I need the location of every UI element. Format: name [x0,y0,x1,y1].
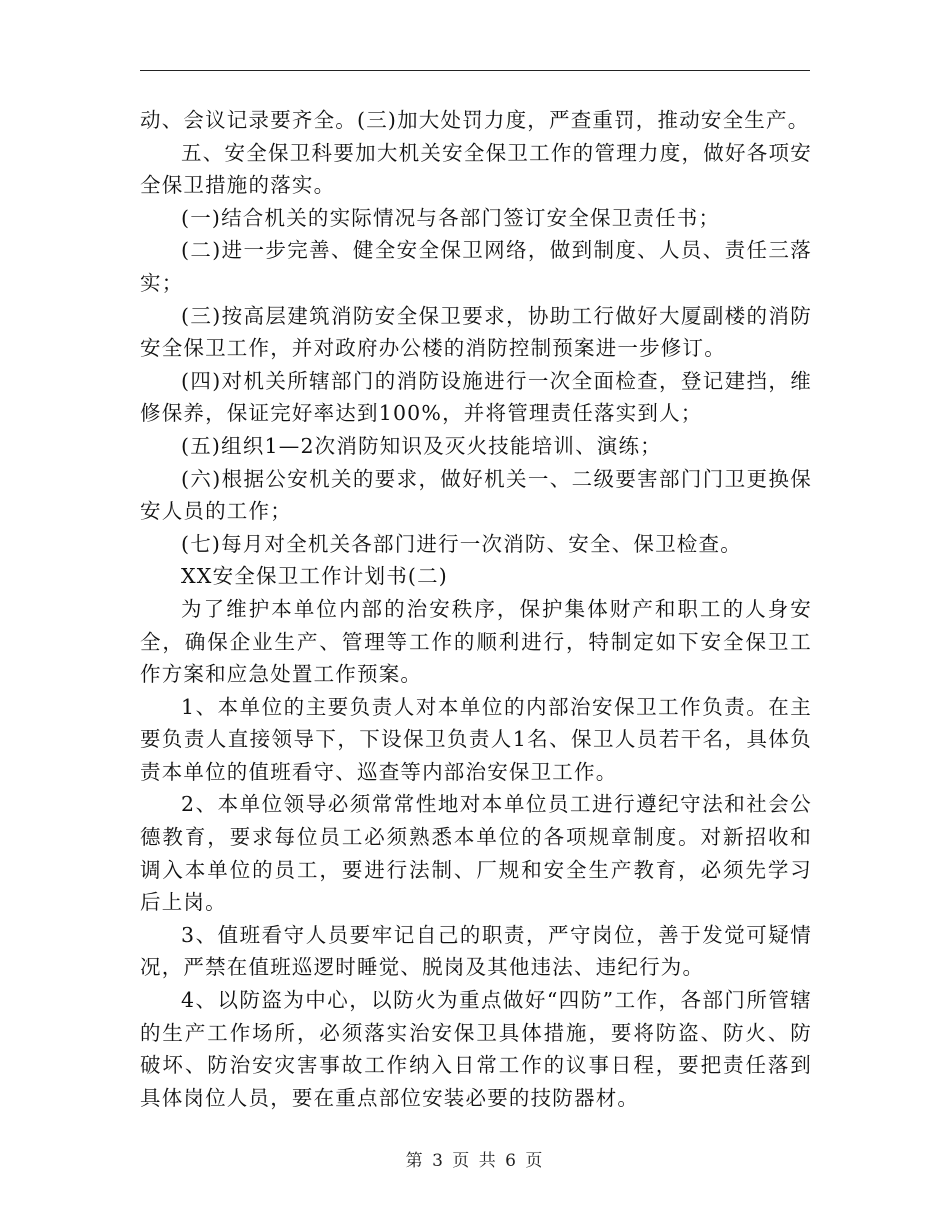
list-item: (四)对机关所辖部门的消防设施进行一次全面检查，登记建挡，维修保养，保证完好率达到100%，并将管理责任落实到人； [140,368,812,426]
list-item: (三)按高层建筑消防安全保卫要求，协助工行做好大厦副楼的消防安全保卫工作，并对政府办公楼的消防控制预案进一步修订。 [140,303,812,361]
paragraph: 1、本单位的主要负责人对本单位的内部治安保卫工作负责。在主要负责人直接领导下，下设保卫负责人1名、保卫人员若干名，具体负责本单位的值班看守、巡查等内部治安保卫工作。 [140,694,812,784]
list-item: (六)根据公安机关的要求，做好机关一、二级要害部门门卫更换保安人员的工作； [140,466,812,524]
document-body [140,104,812,1114]
paragraph: 3、值班看守人员要牢记自己的职责，严守岗位，善于发觉可疑情况，严禁在值班巡逻时睡觉、脱岗及其他违法、违纪行为。 [140,922,812,980]
list-item: (七)每月对全机关各部门进行一次消防、安全、保卫检查。 [181,531,742,556]
paragraph: 五、安全保卫科要加大机关安全保卫工作的管理力度，做好各项安全保卫措施的落实。 [140,140,812,198]
list-item: (一)结合机关的实际情况与各部门签订安全保卫责任书； [181,205,721,230]
list-item: (五)组织1—2次消防知识及灭火技能培训、演练； [181,433,662,458]
paragraph: 2、本单位领导必须常常性地对本单位员工进行遵纪守法和社会公德教育，要求每位员工必须熟悉本单位的各项规章制度。对新招收和调入本单位的员工，要进行法制、厂规和安全生产教育，必须先学习后上岗。 [140,792,812,915]
paragraph: 为了维护本单位内部的治安秩序，保护集体财产和职工的人身安全，确保企业生产、管理等工作的顺利进行，特制定如下安全保卫工作方案和应急处置工作预案。 [140,596,812,687]
section-title: XX安全保卫工作计划书(二) [181,564,448,589]
list-item: (二)进一步完善、健全安全保卫网络，做到制度、人员、责任三落实； [140,238,812,295]
header-rule [140,70,810,71]
page-footer: 第 3 页 共 6 页 [405,1151,545,1171]
paragraph: 动、会议记录要齐全。(三)加大处罚力度，严查重罚，推动安全生产。 [140,108,810,132]
paragraph: 4、以防盗为中心，以防火为重点做好“四防”工作，各部门所管辖的生产工作场所，必须落实治安保卫具体措施，要将防盗、防火、防破坏、防治安灾害事故工作纳入日常工作的议事日程，要把责任落到具体岗位人员，要在重点部位安装必要的技防器材。 [140,988,812,1110]
